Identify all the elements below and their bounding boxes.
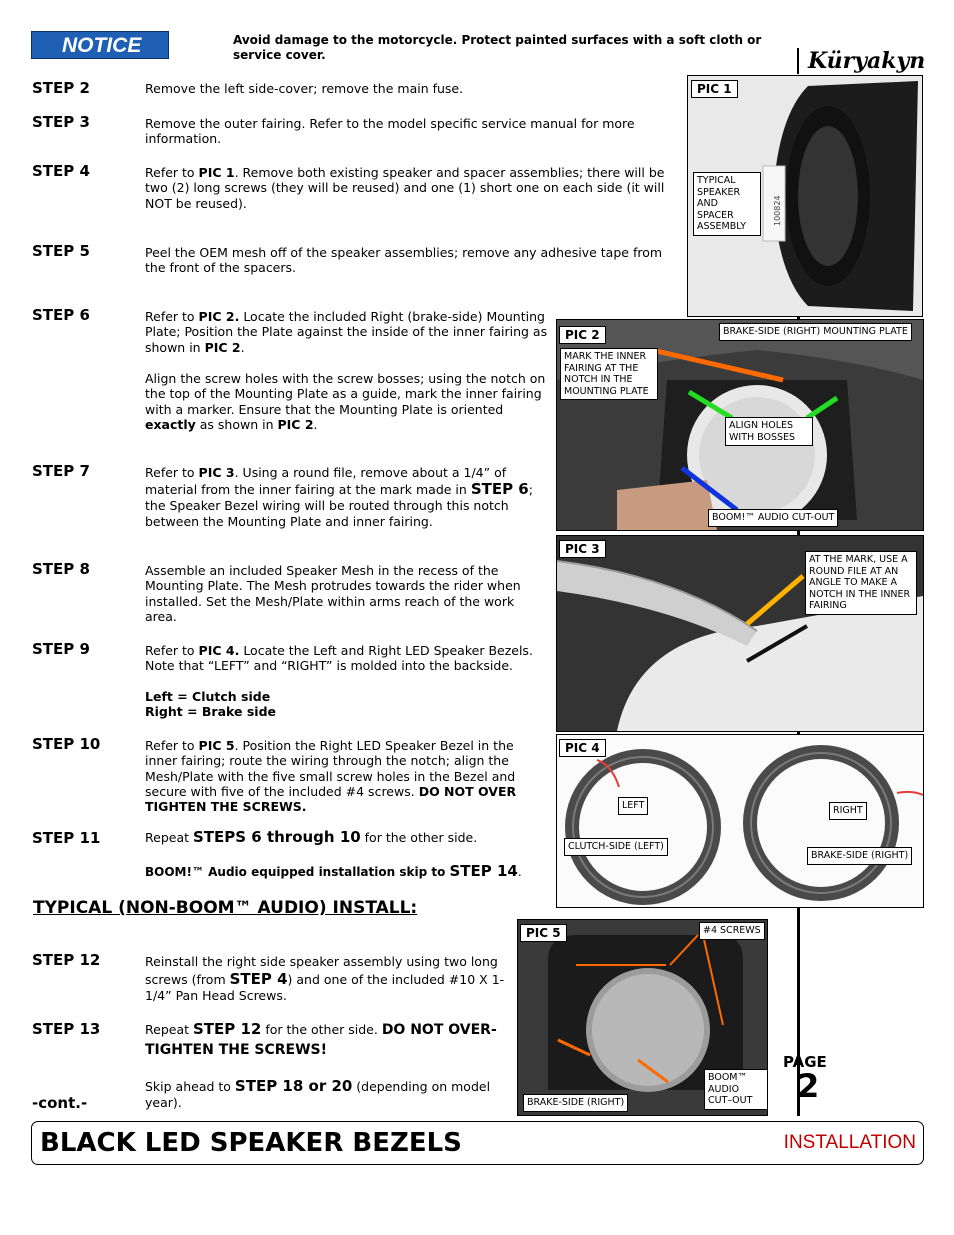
step-8-text: Assemble an included Speaker Mesh in the recess of the Mounting Plate. The Mesh protrudes towards the rider when installed. Set the Mesh/Plate within arms reach of the work area.	[145, 563, 521, 624]
pic-2-callout-align: ALIGN HOLES WITH BOSSES	[725, 417, 813, 446]
pic-4-callout-left: LEFT	[618, 797, 648, 815]
pic-2-callout-plate: BRAKE-SIDE (RIGHT) MOUNTING PLATE	[719, 323, 912, 341]
pic-2-photo	[556, 319, 924, 531]
step-6-label: STEP 6	[32, 306, 90, 324]
step-13-label: STEP 13	[32, 1020, 101, 1038]
step-11-text: Repeat STEPS 6 through 10 for the other side.	[145, 828, 478, 846]
step-6-text: Refer to PIC 2. Locate the included Right (brake-side) Mounting Plate; Position the Plate against the inside of the inner fairing as shown in PIC 2.	[145, 309, 548, 355]
pic-4-callout-right: RIGHT	[829, 802, 867, 820]
pic-2-callout-mark: MARK THE INNER FAIRING AT THE NOTCH IN THE MOUNTING PLATE	[560, 348, 658, 400]
footer-title: BLACK LED SPEAKER BEZELS	[40, 1128, 462, 1158]
step-11-boom-note: BOOM!™ Audio equipped installation skip to STEP 14.	[145, 862, 522, 880]
step-9-text: Refer to PIC 4. Locate the Left and Right LED Speaker Bezels. Note that “LEFT” and “RIGHT” is molded into the backside.	[145, 643, 533, 674]
step-3-text: Remove the outer fairing. Refer to the model specific service manual for more information.	[145, 116, 635, 147]
page-number: 2	[797, 1067, 820, 1105]
pic-3-photo	[556, 535, 924, 732]
pic-3-tag: PIC 3	[559, 540, 606, 558]
step-12-label: STEP 12	[32, 951, 101, 969]
step-2-text: Remove the left side-cover; remove the main fuse.	[145, 81, 464, 96]
step-13-text: Repeat STEP 12 for the other side. DO NOT OVER-TIGHTEN THE SCREWS!	[145, 1020, 497, 1058]
pic-5-callout-boom: BOOM™ AUDIO CUT–OUT	[704, 1069, 768, 1110]
step-4-label: STEP 4	[32, 162, 90, 180]
pic-4-photo	[556, 734, 924, 908]
step-3-label: STEP 3	[32, 113, 90, 131]
notice-badge: NOTICE	[31, 31, 169, 59]
pic-4-callout-brake: BRAKE-SIDE (RIGHT)	[807, 847, 912, 865]
pic-2-callout-cutout: BOOM!™ AUDIO CUT-OUT	[708, 509, 838, 527]
step-7-text: Refer to PIC 3. Using a round file, remove about a 1/4” of material from the inner fairing at the mark made in STEP 6; the Speaker Bezel wiring will be routed through this notch between the Mounting Plate and inner fairing.	[145, 465, 533, 529]
pic-1-callout: TYPICAL SPEAKER AND SPACER ASSEMBLY	[693, 172, 761, 236]
pic-1-photo	[687, 75, 923, 317]
step-6-text-2: Align the screw holes with the screw bosses; using the notch on the top of the Mounting Plate as a guide, mark the inner fairing with a marker. Ensure that the Mounting Plate is oriented exactly as shown in PIC 2.	[145, 371, 546, 432]
step-5-text: Peel the OEM mesh off of the speaker assemblies; remove any adhesive tape from the front of the spacers.	[145, 245, 663, 276]
step-7-label: STEP 7	[32, 462, 90, 480]
step-10-text: Refer to PIC 5. Position the Right LED Speaker Bezel in the inner fairing; route the wiring through the notch; align the Mesh/Plate with the five small screw holes in the Bezel and secure with five of the included #4 screws. DO NOT OVER TIGHTEN THE SCREWS.	[145, 738, 517, 815]
footer-subtitle: INSTALLATION	[783, 1132, 916, 1153]
step-9-right-note: Right = Brake side	[145, 704, 276, 719]
page-label: PAGE	[783, 1053, 827, 1071]
notice-text: Avoid damage to the motorcycle. Protect painted surfaces with a soft cloth or service cover.	[233, 33, 762, 62]
brand-logo: Küryakyn	[797, 48, 925, 74]
pic-5-callout-brake: BRAKE-SIDE (RIGHT)	[523, 1094, 628, 1112]
step-9-left-note: Left = Clutch side	[145, 689, 271, 704]
pic-4-tag: PIC 4	[559, 739, 606, 757]
step-2-label: STEP 2	[32, 79, 90, 97]
pic-4-callout-clutch: CLUTCH-SIDE (LEFT)	[564, 838, 668, 856]
step-12-text: Reinstall the right side speaker assembly using two long screws (from STEP 4) and one of the included #10 X 1-1/4” Pan Head Screws.	[145, 954, 505, 1003]
cont-label: -cont.-	[32, 1094, 88, 1112]
pic-2-tag: PIC 2	[559, 326, 606, 344]
step-11-label: STEP 11	[32, 829, 101, 847]
cont-text: Skip ahead to STEP 18 or 20 (depending on model year).	[145, 1077, 491, 1110]
pic-1-tag: PIC 1	[691, 80, 738, 98]
step-5-label: STEP 5	[32, 242, 90, 260]
section-heading: TYPICAL (NON-BOOM™ AUDIO) INSTALL:	[33, 898, 418, 918]
step-9-label: STEP 9	[32, 640, 90, 658]
pic-3-callout: AT THE MARK, USE A ROUND FILE AT AN ANGLE TO MAKE A NOTCH IN THE INNER FAIRING	[805, 551, 917, 615]
pic-5-tag: PIC 5	[520, 924, 567, 942]
step-4-text: Refer to PIC 1. Remove both existing speaker and spacer assemblies; there will be two (2) long screws (they will be reused) and one (1) short one on each side (it will NOT be reused).	[145, 165, 665, 211]
step-8-label: STEP 8	[32, 560, 90, 578]
pic-5-callout-screws: #4 SCREWS	[699, 922, 765, 940]
pic-5-photo	[517, 919, 768, 1116]
step-10-label: STEP 10	[32, 735, 101, 753]
speaker-marking: 100824	[773, 195, 782, 226]
bezels-illustration	[557, 735, 923, 907]
